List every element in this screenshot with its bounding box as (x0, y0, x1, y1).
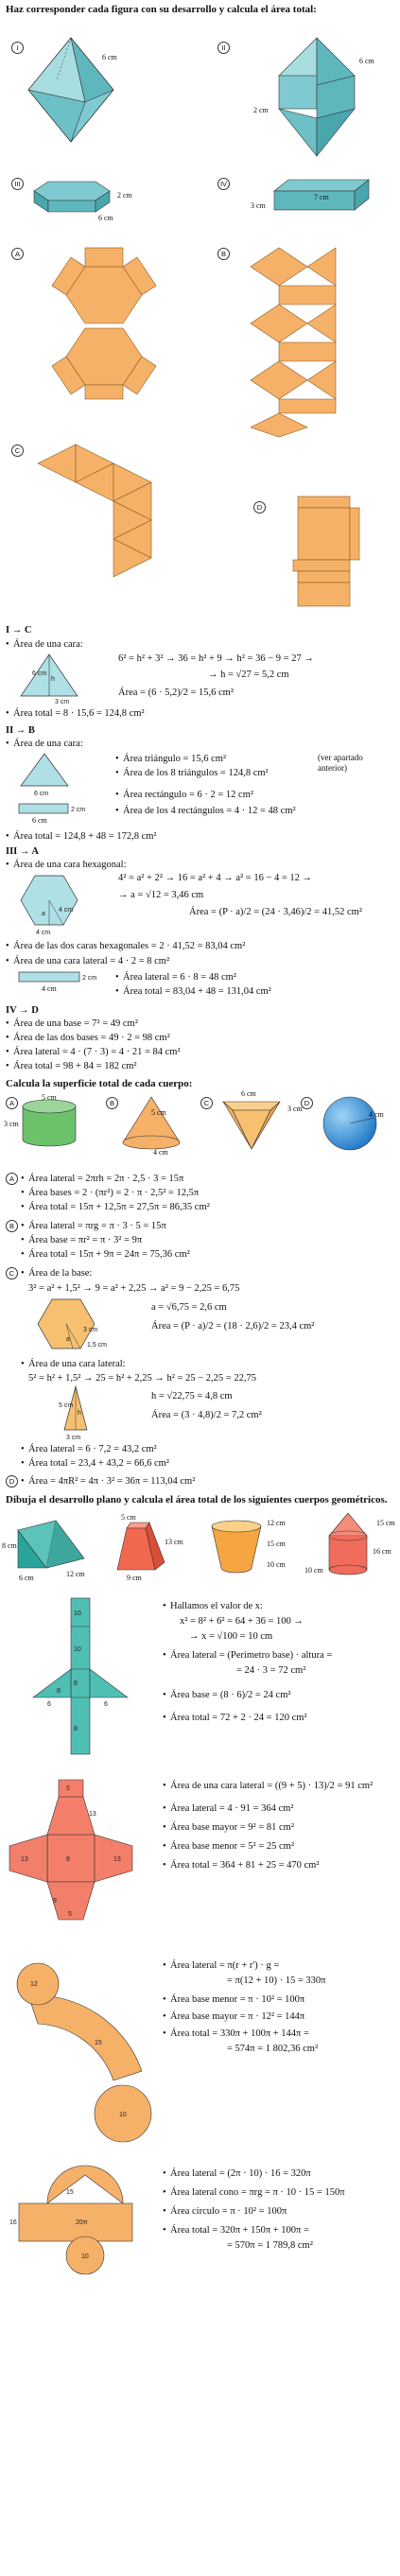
s3-s3-l1: • Área lateral = π(r + r') · g = (170, 1959, 279, 1972)
s3-net1-triangular-prism (28, 1598, 132, 1759)
sol3-heading: III → A (6, 846, 40, 857)
s2A-l2: • Área bases = 2 · (πr²) = 2 · π · 2,5² = 12,5π (28, 1187, 199, 1199)
sol3-l2: • Área total = 83,04 + 48 = 131,04 cm² (123, 985, 271, 998)
label-IV: IV (217, 178, 230, 190)
dim-p2-t: 5 cm (121, 1513, 136, 1522)
svg-text:4 cm: 4 cm (59, 907, 74, 914)
s2C-eq1: 3² = a² + 1,5² → 9 = a² + 2,25 → a² = 9 − 2,25 = 6,75 (28, 1283, 240, 1294)
s2C-eq6: Área = (3 · 4,8)/2 = 7,2 cm² (151, 1410, 262, 1420)
sol4-l3: • Área lateral = 4 · (7 · 3) = 4 · 21 = 84 cm² (13, 1046, 181, 1058)
sol3-eq3: Área = (P · a)/2 = (24 · 3,46)/2 = 41,52 cm² (189, 907, 362, 917)
sol3-l1: • Área lateral = 6 · 8 = 48 cm² (123, 971, 236, 983)
svg-text:4 cm: 4 cm (36, 930, 51, 936)
sol3-b2: • Área de las dos caras hexagonales = 2 · 41,52 = 83,04 cm² (13, 940, 245, 952)
sol2-bullet1: • Área de una cara: (13, 738, 83, 750)
s3-net4-cylinder-cone (9, 2166, 161, 2279)
dim-p1-w: 6 cm (19, 1574, 34, 1582)
section1-title: Haz corresponder cada figura con su desarrollo y calcula el área total: (6, 4, 317, 15)
svg-text:2 cm: 2 cm (71, 807, 86, 813)
s3-net3-frustum-cone (9, 1958, 161, 2147)
s3-s1-l2: • Área lateral = (Perímetro base) · altura = (170, 1649, 332, 1662)
octahedron-figure (28, 38, 142, 142)
svg-text:5: 5 (66, 1785, 70, 1792)
label-C: C (11, 444, 24, 457)
sol1-total: • Área total = 8 · 15,6 = 124,8 cm² (13, 707, 145, 720)
s3-s4-l3: • Área círculo = π · 10² = 100π (170, 2205, 287, 2218)
s3-s3-l4: • Área total = 330π + 100π + 144π = (170, 2028, 309, 2040)
dim-p4-d: 16 cm (373, 1547, 391, 1556)
bipyramid-prism-figure (274, 38, 359, 161)
svg-text:3 cm: 3 cm (55, 699, 70, 705)
s2B-l2: • Área base = πr² = π · 3² = 9π (28, 1234, 142, 1246)
s2C-triangle (57, 1386, 104, 1441)
sol4-l2: • Área de las dos bases = 49 · 2 = 98 cm² (13, 1032, 170, 1044)
s2-sol-label-D: D (6, 1475, 18, 1488)
s2B-l1: • Área lateral = πrg = π · 3 · 5 = 15π (28, 1220, 166, 1232)
net-A-hexagonal (28, 248, 189, 399)
dim-p4-r: 10 cm (304, 1566, 323, 1575)
s2-sol-label-B: B (6, 1220, 18, 1232)
sol2-rect-w: 6 cm (32, 816, 47, 825)
dim-p1-h: 8 cm (2, 1541, 17, 1550)
svg-text:2 cm: 2 cm (82, 975, 97, 982)
svg-text:8: 8 (74, 1726, 78, 1732)
s3-s2-l2: • Área lateral = 4 · 91 = 364 cm² (170, 1802, 293, 1815)
svg-text:9: 9 (66, 1856, 70, 1863)
dim-p3-h: 15 cm (267, 1540, 286, 1548)
svg-text:10: 10 (81, 2254, 89, 2260)
dim-b-r: 4 cm (153, 1148, 168, 1157)
s3-s2-l1: • Área de una cara lateral = ((9 + 5) · 13)/2 = 91 cm² (170, 1780, 373, 1792)
label-III: III (11, 178, 24, 190)
dim-p3-top: 12 cm (267, 1519, 286, 1527)
sol1-triangle (21, 654, 78, 705)
dim-c-w: 6 cm (241, 1089, 256, 1098)
dim-a-h: 3 cm (4, 1120, 19, 1128)
sol2-total: • Área total = 124,8 + 48 = 172,8 cm² (13, 830, 157, 843)
sphere-figure (322, 1095, 378, 1152)
s2C-b2: • Área de una cara lateral: (28, 1358, 126, 1370)
sol1-heading: I → C (6, 625, 32, 635)
s2C-l2: • Área total = 23,4 + 43,2 = 66,6 cm² (28, 1457, 169, 1470)
s3-s3-l2: • Área base menor = π · 10² = 100π (170, 1993, 304, 2006)
svg-text:3 cm: 3 cm (83, 1327, 98, 1333)
svg-text:13: 13 (113, 1856, 121, 1863)
dim-p1-d: 12 cm (66, 1570, 85, 1578)
s2C-hexagon (38, 1297, 108, 1354)
svg-text:h: h (51, 676, 55, 683)
frustum-pyramid-figure (113, 1521, 170, 1577)
s3-s1-l1: • Hallamos el valor de x: (170, 1600, 263, 1612)
s2C-b1: • Área de la base: (28, 1267, 92, 1279)
s3-s2-l5: • Área total = 364 + 81 + 25 = 470 cm² (170, 1859, 319, 1871)
dim-p3-b: 10 cm (267, 1560, 286, 1569)
dim-iii-w: 6 cm (98, 214, 113, 222)
dim-iv-h: 3 cm (251, 201, 266, 210)
svg-text:10: 10 (74, 1610, 81, 1617)
cylinder-figure (19, 1097, 85, 1149)
s2-sol-label-A: A (6, 1173, 18, 1185)
net-B-bipyramid (241, 248, 374, 437)
s3-s1-l3: • Área base = (8 · 6)/2 = 24 cm² (170, 1689, 291, 1701)
s3-s3-l1b: = π(12 + 10) · 15 = 330π (227, 1976, 326, 1986)
svg-text:1,5 cm: 1,5 cm (87, 1342, 108, 1349)
s2C-l1: • Área lateral = 6 · 7,2 = 43,2 cm² (28, 1443, 157, 1455)
label-D: D (253, 501, 266, 513)
svg-text:10: 10 (74, 1646, 81, 1653)
s3-s1-eq2: → x = √100 = 10 cm (189, 1631, 273, 1642)
dim-b-h: 5 cm (151, 1108, 166, 1117)
sol2-l4: • Área de los 4 rectángulos = 4 · 12 = 48 cm² (123, 805, 296, 817)
label-B: B (217, 248, 230, 260)
dim-iii-h: 2 cm (117, 191, 132, 200)
s3-net2-frustum-pyramid (9, 1778, 151, 1939)
label-I: I (11, 42, 24, 54)
sol1-eq1: 6² = h² + 3² → 36 = h² + 9 → h² = 36 − 9 = 27 → (118, 653, 314, 664)
svg-text:10: 10 (119, 2112, 127, 2118)
dim-d-r: 4 cm (369, 1110, 384, 1119)
sol3-rect (19, 972, 97, 983)
s2C-eq4: 5² = h² + 1,5² → 25 = h² + 2,25 → h² = 25 − 2,25 = 22,75 (28, 1373, 256, 1384)
dim-c-h: 3 cm (287, 1105, 303, 1113)
frustum-cone-figure (208, 1521, 265, 1577)
sol2-rect (19, 804, 86, 815)
sol1-eq2: → h = √27 = 5,2 cm (208, 670, 289, 680)
s3-s4-l4b: = 570π = 1 789,8 cm² (227, 2240, 313, 2251)
svg-text:5: 5 (68, 1911, 72, 1918)
sol3-b3: • Área de una cara lateral = 4 · 2 = 8 cm² (13, 955, 169, 967)
svg-text:13: 13 (89, 1811, 96, 1818)
s2A-l1: • Área lateral = 2πrh = 2π · 2,5 · 3 = 15π (28, 1173, 183, 1185)
s2C-eq5: h = √22,75 = 4,8 cm (151, 1391, 233, 1401)
net-C-octahedron (19, 444, 208, 615)
s2-label-B: B (106, 1097, 118, 1109)
s2C-eq3: Área = (P · a)/2 = (18 · 2,6)/2 = 23,4 cm² (151, 1321, 315, 1332)
s2-sol-label-C: C (6, 1267, 18, 1279)
s3-s3-l4b: = 574π = 1 802,36 cm² (227, 2044, 319, 2054)
sol2-l3: • Área rectángulo = 6 · 2 = 12 cm² (123, 789, 253, 801)
dim-a-r: 5 cm (42, 1093, 57, 1102)
sol1-eq3: Área = (6 · 5,2)/2 = 15,6 cm² (118, 688, 235, 698)
s2B-l3: • Área total = 15π + 9π = 24π = 75,36 cm² (28, 1248, 190, 1261)
svg-text:13: 13 (21, 1856, 28, 1863)
sol2-triangle (21, 754, 68, 797)
svg-text:6 cm: 6 cm (34, 791, 49, 797)
sol2-note: (ver apartado anterior) (318, 753, 363, 774)
svg-text:h: h (78, 1410, 81, 1417)
svg-text:6: 6 (104, 1701, 108, 1708)
dim-iv-w: 7 cm (314, 193, 329, 201)
svg-text:20π: 20π (76, 2219, 88, 2226)
net-D-square-prism (293, 496, 359, 610)
dim-ii-edge: 6 cm (359, 57, 374, 65)
svg-text:3 cm: 3 cm (66, 1435, 81, 1441)
svg-text:5 cm: 5 cm (59, 1402, 74, 1409)
s3-s2-l4: • Área base menor = 5² = 25 cm² (170, 1840, 294, 1853)
svg-text:16: 16 (9, 2219, 17, 2226)
sol3-rect-w: 4 cm (42, 984, 57, 993)
hex-pyramid-figure (214, 1097, 289, 1154)
s2A-l3: • Área total = 15π + 12,5π = 27,5π = 86,35 cm² (28, 1201, 210, 1213)
cylinder-cone-figure (322, 1513, 378, 1579)
sol4-l4: • Área total = 98 + 84 = 182 cm² (13, 1060, 137, 1072)
dim-i-edge: 6 cm (102, 53, 117, 61)
svg-text:a: a (42, 911, 45, 917)
label-A: A (11, 248, 24, 260)
dim-p2-b: 9 cm (127, 1574, 142, 1582)
svg-text:9: 9 (53, 1898, 57, 1905)
sol1-bullet1: • Área de una cara: (13, 638, 83, 651)
label-II: II (217, 42, 230, 54)
s3-s1-l2b: = 24 · 3 = 72 cm² (236, 1665, 306, 1676)
s3-s4-l4: • Área total = 320π + 150π + 100π = (170, 2224, 309, 2237)
sol3-eq2: → a = √12 = 3,46 cm (118, 890, 204, 900)
s2-label-D: D (301, 1097, 313, 1109)
sol3-bullet1: • Área de una cara hexagonal: (13, 859, 127, 871)
section3-title: Dibuja el desarrollo plano y calcula el área total de los siguientes cuerpos geométricos. (6, 1494, 388, 1506)
s3-s3-l3: • Área base mayor = π · 12² = 144π (170, 2010, 304, 2023)
dim-p4-h: 15 cm (376, 1519, 395, 1527)
s3-s4-l2: • Área lateral cono = πrg = π · 10 · 15 = 150π (170, 2186, 345, 2199)
svg-text:8: 8 (74, 1680, 78, 1687)
sol2-l2: • Área de los 8 triángulos = 124,8 cm² (123, 767, 269, 779)
svg-text:12: 12 (30, 1981, 38, 1988)
s2D-l1: • Área = 4πR² = 4π · 3² = 36π = 113,04 cm² (28, 1475, 195, 1488)
sol2-heading: II → B (6, 725, 35, 736)
svg-text:15: 15 (95, 2040, 102, 2046)
sol2-l1: • Área triángulo = 15,6 cm² (123, 753, 226, 765)
svg-text:8: 8 (57, 1688, 61, 1695)
sol3-hexagon (21, 876, 78, 936)
s3-s1-l4: • Área total = 72 + 2 · 24 = 120 cm² (170, 1712, 307, 1724)
svg-text:15: 15 (66, 2189, 74, 2196)
dim-p2-h: 13 cm (165, 1538, 183, 1546)
svg-text:6: 6 (47, 1701, 51, 1708)
s3-s2-l3: • Área base mayor = 9² = 81 cm² (170, 1821, 294, 1834)
section2-title: Calcula la superficie total de cada cuerpo: (6, 1078, 193, 1089)
s2-label-A: A (6, 1097, 18, 1109)
sol4-heading: IV → D (6, 1005, 39, 1016)
svg-text:a: a (66, 1336, 70, 1343)
triangular-prism-figure (13, 1521, 89, 1577)
cone-figure (119, 1097, 185, 1154)
sol3-eq1: 4² = a² + 2² → 16 = a² + 4 → a² = 16 − 4 = 12 → (118, 873, 313, 883)
s2C-eq2: a = √6,75 = 2,6 cm (151, 1302, 227, 1313)
s2-label-C: C (200, 1097, 213, 1109)
s3-s1-eq1: x² = 8² + 6² = 64 + 36 = 100 → (180, 1616, 304, 1627)
svg-text:6 cm: 6 cm (32, 670, 47, 677)
dim-ii-side: 2 cm (253, 106, 269, 114)
s3-s4-l1: • Área lateral = (2π · 10) · 16 = 320π (170, 2167, 311, 2180)
sol4-l1: • Área de una base = 7² = 49 cm² (13, 1018, 138, 1030)
